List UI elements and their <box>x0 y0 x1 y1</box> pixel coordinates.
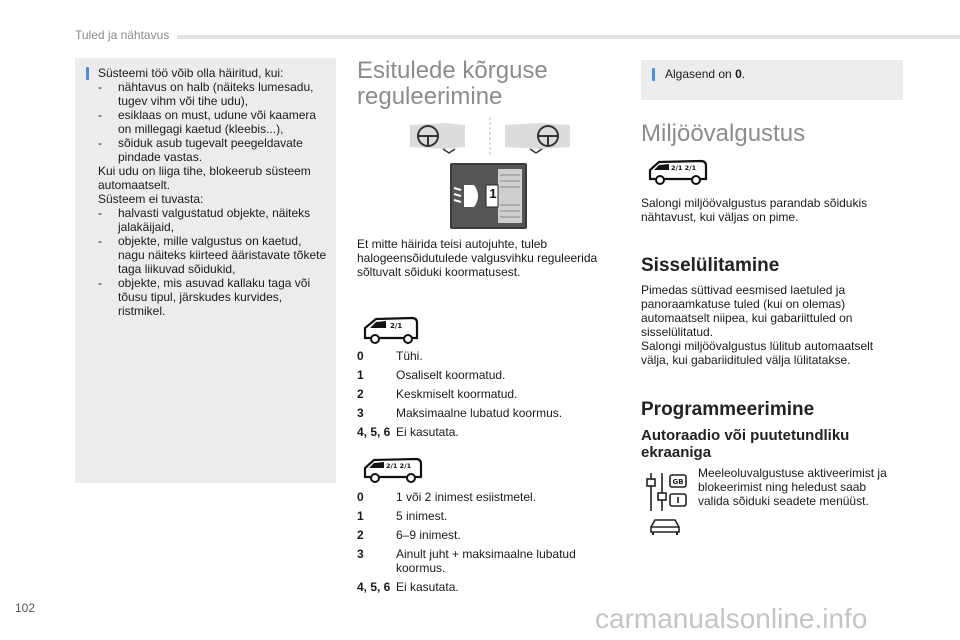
headlamp-description: Et mitte häirida teisi autojuhte, tuleb halogeensõidutulede valgusvihku reguleerida sõltuvalt sõiduki koormatusest. <box>357 237 598 279</box>
programming-heading: Programmeerimine <box>641 399 815 420</box>
headlamp-left-icon <box>410 123 465 153</box>
load-row: 0 Tühi. <box>357 349 423 363</box>
settings-badge-text: GB <box>672 478 684 486</box>
switch-on-text: Pimedas süttivad eesmised laetuled ja panoraamkatuse tuled (kui on olemas) automaatselt niipea, kui gabariittuled on sisselülitatud. Salongi miljöövalgustus lülitub automaatselt välja, kui gabariidituled välja lülitatakse. <box>641 283 874 367</box>
ambient-intro: Salongi miljöövalgustus parandab sõidukis nähtavust, kui väljas on pime. <box>641 196 868 224</box>
van-small-icon <box>362 314 420 346</box>
headlamp-dial <box>450 163 527 229</box>
header-rule <box>177 35 960 39</box>
svg-text:2/1: 2/1 <box>390 322 403 330</box>
switch-on-heading: Sisselülitamine <box>641 255 780 276</box>
section-header: Tuled ja nähtavus <box>75 28 170 42</box>
initial-position-text: Algasend on 0. <box>665 67 746 81</box>
load-row: 3 Ainult juht + maksimaalne lubatud koormus. <box>357 547 576 575</box>
load-row: 0 1 või 2 inimest esiistmetel. <box>357 490 537 504</box>
load-row: 3 Maksimaalne lubatud koormus. <box>357 406 563 420</box>
load-row: 1 Osaliselt koormatud. <box>357 368 506 382</box>
svg-text:2/1 2/1: 2/1 2/1 <box>671 164 697 172</box>
left-note-para: Süsteem ei tuvasta: <box>98 192 204 206</box>
left-note-item: - nähtavus on halb (näiteks lumesadu, tugev vihm või tihe udu), <box>98 80 314 108</box>
ambient-heading: Miljöövalgustus <box>641 120 806 147</box>
left-note-item: - halvasti valgustatud objekte, näiteks jalakäijaid, <box>98 206 311 234</box>
minibus-icon <box>647 157 709 187</box>
van-small-load-list <box>357 349 607 439</box>
left-note-para: Kui udu on liiga tihe, blokeerub süsteem automaatselt. <box>98 164 311 192</box>
car-front-icon <box>648 517 682 537</box>
left-note-item: - esiklaas on must, udune või kaamera on millegagi kaetud (kleebis...), <box>98 108 317 136</box>
van-large-load-list <box>357 490 607 594</box>
programming-text: Meeleoluvalgustuse aktiveerimist ja blokeerimist ning heledust saab valida sõiduki seadete menüüst. <box>698 466 887 508</box>
left-note-intro: Süsteemi töö võib olla häiritud, kui: <box>98 66 284 80</box>
load-row: 2 6–9 inimest. <box>357 528 461 542</box>
load-row: 2 Keskmiselt koormatud. <box>357 387 518 401</box>
left-note-accent <box>86 67 89 80</box>
right-note-accent <box>652 68 655 81</box>
left-note-text <box>98 66 330 318</box>
left-note-item: - sõiduk asub tugevalt peegeldavate pindade vastas. <box>98 136 303 164</box>
left-note-item: - objekte, mille valgustus on kaetud, nagu näiteks kiirteed ääristavate tõkete taga liikuvad sõidukid, <box>98 234 327 276</box>
van-large-icon <box>362 455 424 485</box>
watermark: carmanualsonline.info <box>595 603 868 634</box>
headlamp-right-icon <box>505 123 570 153</box>
load-row: 4, 5, 6 Ei kasutata. <box>357 580 459 594</box>
beam-adjust-illustration <box>405 115 575 157</box>
svg-text:2/1 2/1: 2/1 2/1 <box>386 462 412 470</box>
load-row: 4, 5, 6 Ei kasutata. <box>357 425 459 439</box>
page-number: 102 <box>15 601 36 615</box>
dial-number: 1 <box>489 186 497 201</box>
radio-touchscreen-heading: Autoraadio või puutetundliku ekraaniga <box>641 427 850 461</box>
load-row: 1 5 inimest. <box>357 509 448 523</box>
headlamp-heading: Esitulede kõrguse reguleerimine <box>357 57 548 110</box>
settings-sliders-icon <box>644 471 688 513</box>
left-note-item: - objekte, mis asuvad kallaku taga või tõusu tipul, järskudes kurvides, ristmikel. <box>98 276 311 318</box>
